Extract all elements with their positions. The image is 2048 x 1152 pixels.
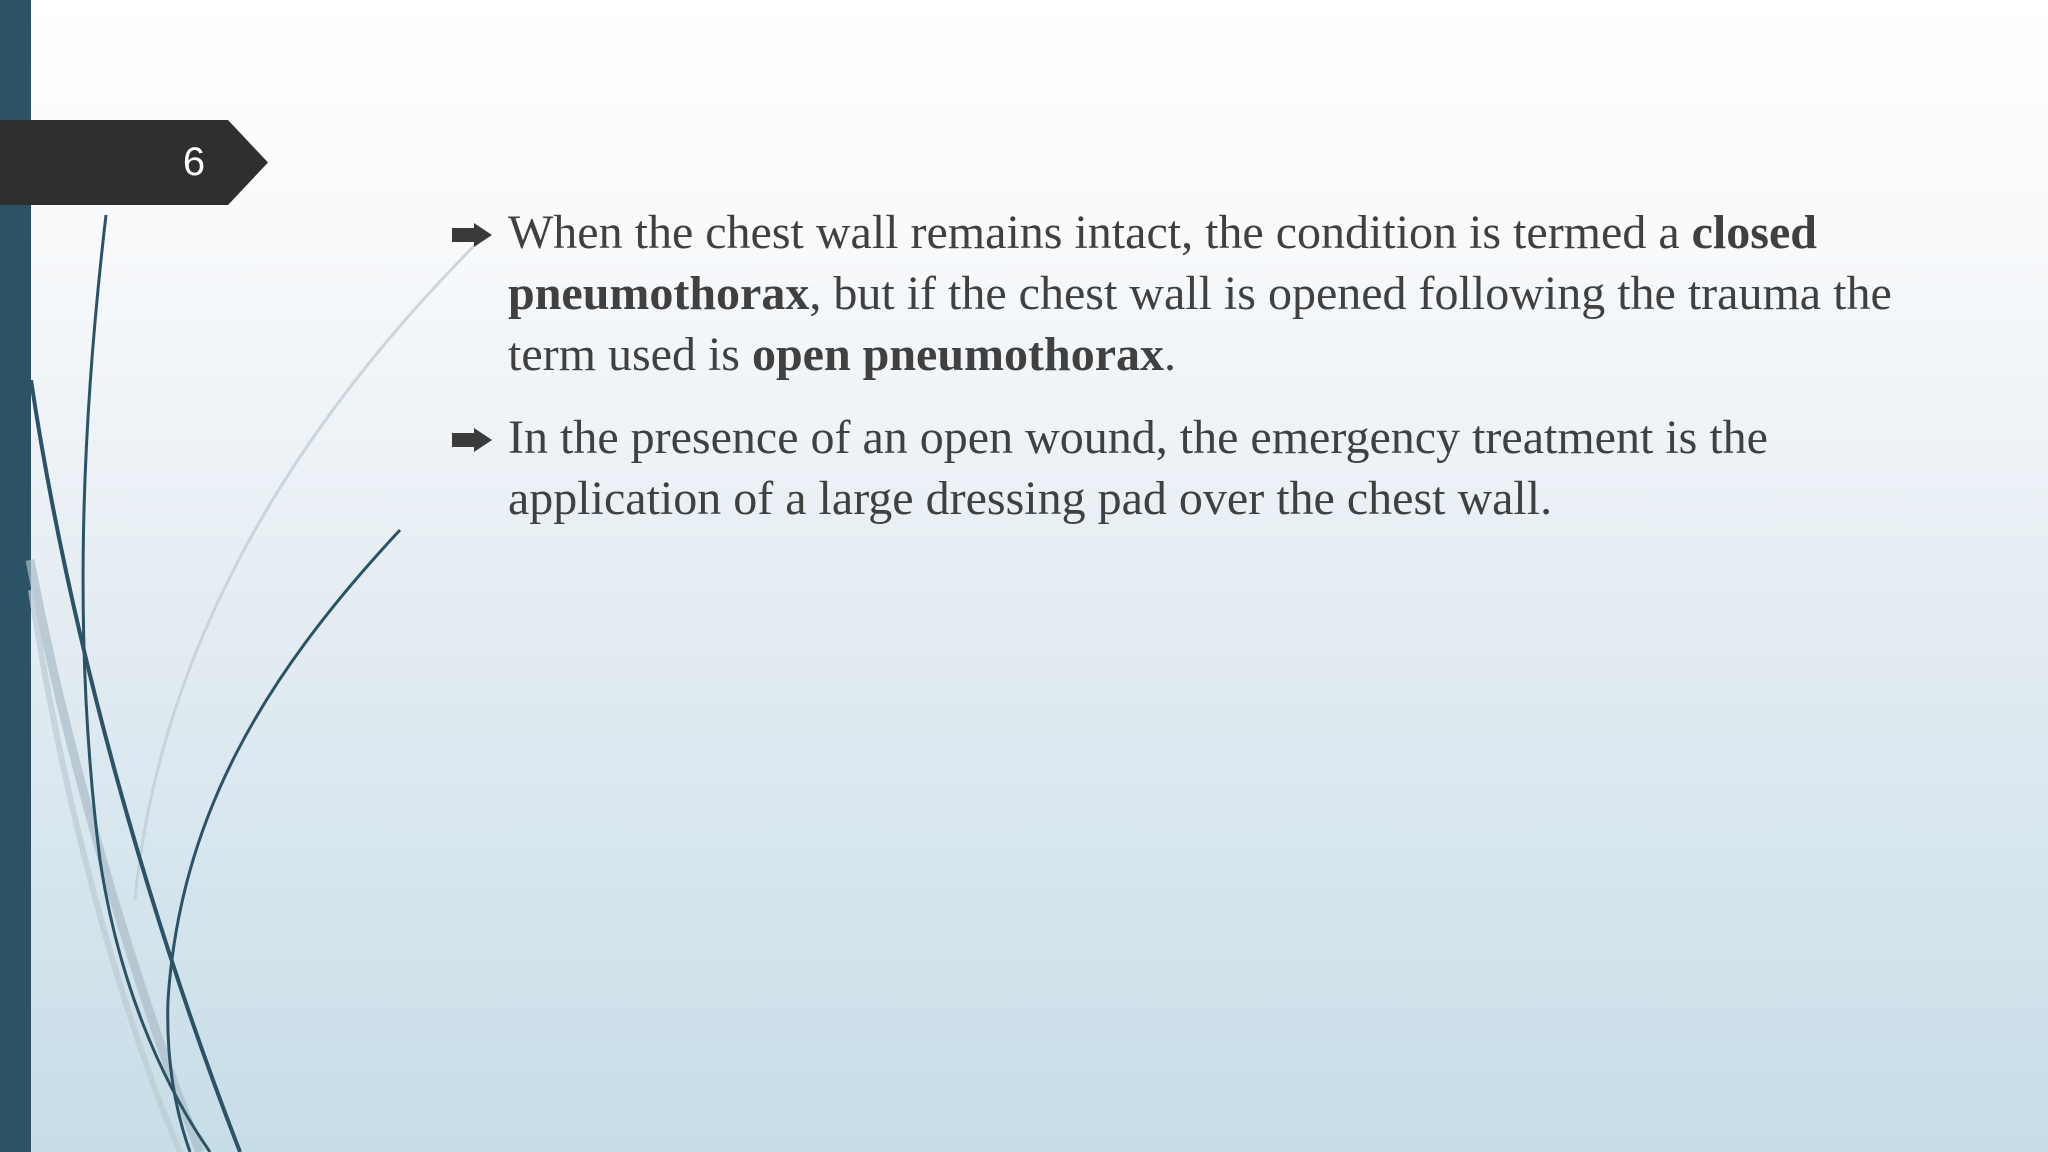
bullet-item [450, 407, 1930, 529]
arrow-bullet-icon [452, 428, 492, 452]
arrow-bullet-icon [452, 223, 492, 247]
slide-content [450, 202, 1930, 551]
bullet-bold-term: closed pneumothorax [508, 206, 1817, 320]
bullet-text: When the chest wall remains intact, the condition is termed a [508, 206, 1692, 259]
bullet-text: , but if the chest wall is opened following the trauma the term used is [508, 267, 1892, 381]
bullet-text: In the presence of an open wound, the emergency treatment is the application of a large dressing pad over the chest wall. [508, 411, 1768, 525]
slide-number: 6 [182, 140, 206, 184]
bullet-text: . [1164, 328, 1177, 381]
slide-number-tab [0, 120, 268, 205]
bullet-bold-term: open pneumothorax [751, 328, 1165, 381]
bullet-item [450, 202, 1930, 385]
